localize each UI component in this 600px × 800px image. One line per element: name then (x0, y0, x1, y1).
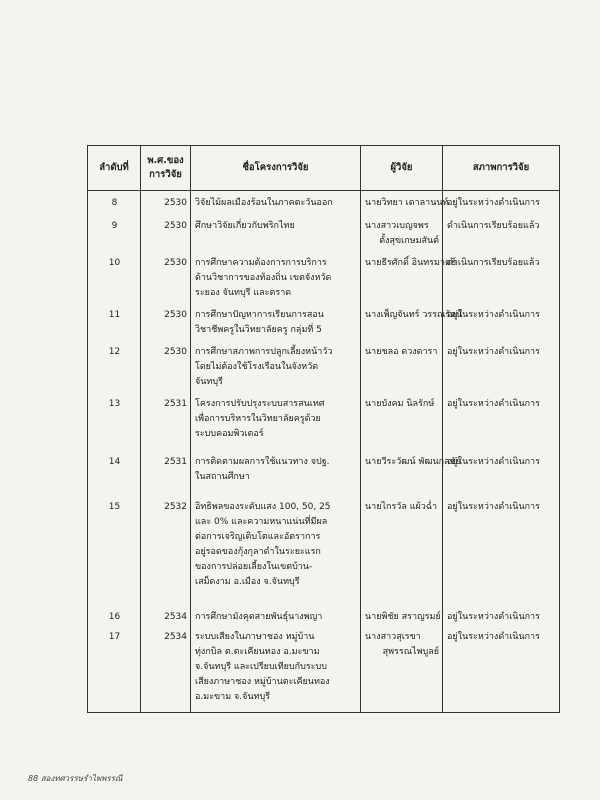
cell-title-line: ศึกษาวิจัยเกี่ยวกับพริกไทย (195, 220, 295, 231)
cell-no: 11 (88, 303, 141, 340)
cell-title-line: ด้านวิชาการของท้องถิ่น เขตจังหวัด (195, 272, 332, 283)
header-researcher: ผู้วิจัย (361, 146, 443, 191)
cell-year: 2530 (141, 191, 191, 214)
cell-status-line: อยู่ในระหว่างดำเนินการ (447, 398, 540, 409)
cell-title-line: ระยอง จันทบุรี และตราด (195, 287, 292, 298)
cell-researcher (361, 303, 463, 340)
cell-year: 2534 (141, 625, 191, 713)
table-row (88, 214, 560, 251)
cell-status-line: อยู่ในระหว่างดำเนินการ (447, 501, 540, 512)
table-row (88, 191, 560, 214)
cell-title-line: วิชาชีพครูในวิทยาลัยครู กลุ่มที่ 5 (195, 324, 322, 335)
cell-researcher-line: นายชลอ ดวงดารา (365, 346, 438, 357)
cell-researcher (361, 450, 461, 495)
cell-title-line: การศึกษาปัญหาการเรียนการสอน (195, 309, 324, 320)
table-row (88, 340, 560, 392)
cell-year: 2530 (141, 214, 191, 251)
cell-researcher (361, 605, 443, 625)
header-year-line1: พ.ศ.ของ (147, 155, 184, 166)
cell-title (191, 303, 361, 340)
cell-researcher-line: สุพรรณไพบูลย์ (382, 646, 439, 657)
cell-researcher (361, 340, 443, 392)
cell-title (191, 495, 361, 605)
cell-no: 14 (88, 450, 141, 495)
cell-status-line: อยู่ในระหว่างดำเนินการ (447, 611, 540, 622)
cell-researcher-line: นางเพ็ญจันทร์ วรรณรัตน์ (365, 309, 463, 320)
cell-researcher-line: นายไกรวัล แผ้วฉ่ำ (365, 501, 438, 512)
header-title: ชื่อโครงการวิจัย (191, 146, 361, 191)
cell-researcher (361, 392, 443, 450)
cell-title (191, 251, 361, 303)
header-year (141, 146, 191, 191)
cell-researcher (361, 251, 457, 303)
cell-no: 9 (88, 214, 141, 251)
cell-year: 2530 (141, 303, 191, 340)
cell-title-line: อิทธิพลของระดับแสง 100, 50, 25 (195, 501, 331, 512)
table-row (88, 392, 560, 450)
header-year-line2: การวิจัย (149, 169, 182, 180)
table-row (88, 251, 560, 303)
cell-researcher-line: นายพิชัย สราญรมย์ (365, 611, 441, 622)
cell-status-line: อยู่ในระหว่างดำเนินการ (447, 456, 540, 467)
cell-year: 2532 (141, 495, 191, 605)
cell-title-line: การติดตามผลการใช้แนวทาง จปฐ. (195, 456, 330, 467)
cell-title-line: ระบบคอมพิวเตอร์ (195, 428, 264, 439)
table-row (88, 495, 560, 605)
cell-status (443, 495, 560, 605)
cell-title-line: อ.มะขาม จ.จันทบุรี (195, 691, 271, 702)
cell-researcher-line: นางสาวเบญจพร (365, 220, 429, 231)
cell-no: 16 (88, 605, 141, 625)
cell-researcher (361, 214, 443, 251)
cell-status-line: อยู่ในระหว่างดำเนินการ (447, 346, 540, 357)
cell-title (191, 340, 361, 392)
cell-status (443, 450, 560, 495)
cell-year: 2530 (141, 340, 191, 392)
cell-title-line: จันทบุรี (195, 376, 223, 387)
cell-status (443, 340, 560, 392)
cell-no: 8 (88, 191, 141, 214)
cell-no: 10 (88, 251, 141, 303)
cell-researcher-line: นางสาวสุเรขา (365, 631, 421, 642)
cell-status (443, 303, 560, 340)
cell-year: 2531 (141, 450, 191, 495)
cell-researcher-line: นายบังคม นิลรักษ์ (365, 398, 435, 409)
cell-status (443, 605, 560, 625)
cell-title-line: เสม็ดงาม อ.เมือง จ.จันทบุรี (195, 576, 300, 587)
cell-title-line: จ.จันทบุรี และเปรียบเทียบกับระบบ (195, 661, 327, 672)
header-status: สภาพการวิจัย (443, 146, 560, 191)
cell-title-line: ระบบเสียงในภาษาชอง หมู่บ้าน (195, 631, 315, 642)
cell-title-line: วิจัยไม้ผลเมืองร้อนในภาคตะวันออก (195, 198, 333, 208)
cell-year: 2531 (141, 392, 191, 450)
cell-researcher-line: ตั้งสุขเกษมสันต์ (379, 235, 439, 246)
cell-year: 2534 (141, 605, 191, 625)
cell-title-line: โดยไม่ต้องใช้โรงเรือนในจังหวัด (195, 361, 319, 372)
cell-no: 13 (88, 392, 141, 450)
cell-researcher (361, 495, 443, 605)
cell-researcher (361, 191, 449, 214)
table-row (88, 605, 560, 625)
table-row (88, 303, 560, 340)
cell-no: 12 (88, 340, 141, 392)
header-no: ลำดับที่ (88, 146, 141, 191)
cell-status-line: อยู่ในระหว่างดำเนินการ (447, 198, 540, 208)
cell-no: 15 (88, 495, 141, 605)
cell-title-line: และ 0% และความหนาแน่นที่มีผล (195, 516, 328, 527)
cell-researcher (361, 625, 443, 713)
cell-title-line: ต่อการเจริญเติบโตและอัตราการ (195, 531, 321, 542)
cell-title-line: ทุ่งกบิล ต.ตะเคียนทอง อ.มะขาม (195, 646, 320, 657)
cell-title (191, 392, 361, 450)
cell-researcher-line: นายธีรศักดิ์ อินทรมาตย์ (365, 257, 457, 268)
cell-status (443, 214, 560, 251)
cell-status (443, 625, 560, 713)
cell-status-line: ดำเนินการเรียบร้อยแล้ว (447, 220, 540, 231)
research-table (87, 145, 560, 713)
cell-status (443, 392, 560, 450)
cell-title (191, 605, 361, 625)
cell-status (443, 251, 560, 303)
cell-status-line: อยู่ในระหว่างดำเนินการ (447, 309, 540, 320)
cell-status-line: ดำเนินการเรียบร้อยแล้ว (447, 257, 540, 268)
cell-title (191, 214, 361, 251)
cell-no: 17 (88, 625, 141, 713)
cell-title (191, 625, 361, 713)
cell-researcher-line: นายวิทยา เดาลานนท์ (365, 198, 449, 208)
table-row (88, 450, 560, 495)
cell-year: 2530 (141, 251, 191, 303)
cell-title (191, 191, 361, 214)
cell-title-line: เสียงภาษาชอง หมู่บ้านตะเคียนทอง (195, 676, 330, 687)
cell-researcher-line: นายวีระวัฒน์ พัฒนกุลชัย (365, 456, 461, 467)
table-header (88, 146, 560, 191)
cell-title-line: ของการปล่อยเลี้ยงในเขตบ้าน- (195, 561, 313, 572)
cell-title-line: อยู่รอดของกุ้งกุลาดำในระยะแรก (195, 546, 321, 557)
cell-status (443, 191, 560, 214)
cell-title-line: การศึกษาสภาพการปลูกเลี้ยงหน้าวัว (195, 346, 333, 357)
cell-title-line: การศึกษาความต้องการการบริการ (195, 257, 327, 268)
cell-title-line: โครงการปรับปรุงระบบสารสนเทศ (195, 398, 325, 409)
cell-title (191, 450, 361, 495)
cell-title-line: เพื่อการบริหารในวิทยาลัยครูด้วย (195, 413, 321, 424)
cell-status-line: อยู่ในระหว่างดำเนินการ (447, 631, 540, 642)
page-footer: 88 สองทศวรรษรำไพพรรณี (28, 774, 123, 783)
table-row (88, 625, 560, 713)
cell-title-line: ในสถานศึกษา (195, 471, 250, 482)
table-body (88, 191, 560, 713)
cell-title-line: การศึกษามังคุดสายพันธุ์นางพญา (195, 611, 323, 622)
